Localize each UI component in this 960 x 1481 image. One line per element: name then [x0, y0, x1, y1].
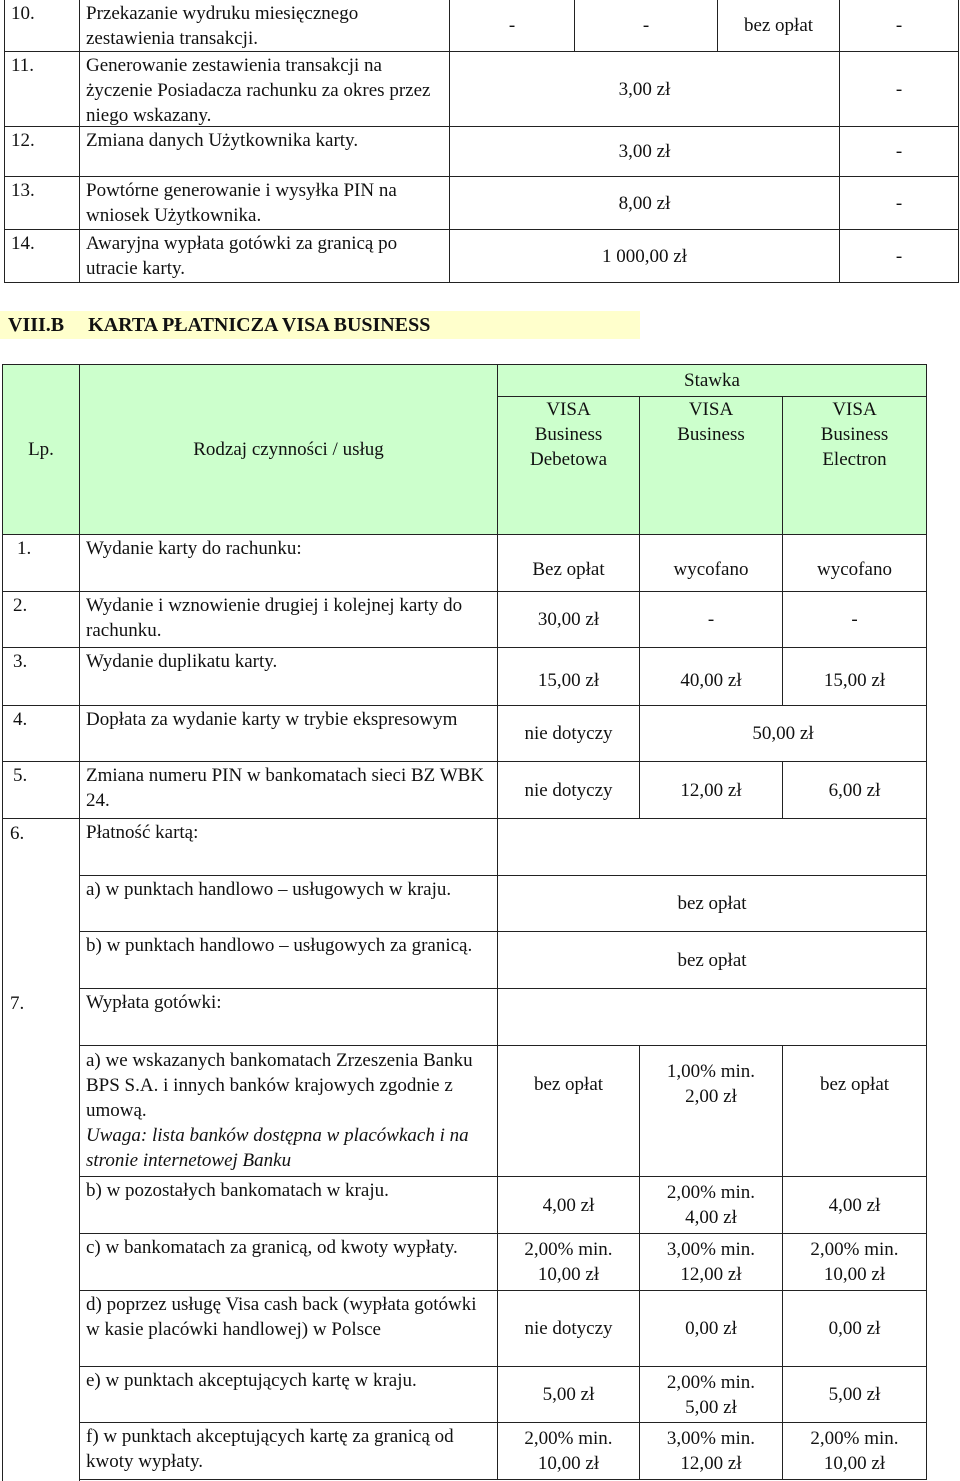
- value-cell: 2,00% min. 10,00 zł: [497, 1422, 640, 1480]
- section-heading: KARTA PŁATNICZA VISA BUSINESS: [88, 314, 431, 336]
- value-cell: -: [839, 0, 959, 52]
- desc-cell: d) poprzez usługę Visa cash back (wypłata gotówki w kasie placówki handlowej) w Polsce: [79, 1290, 498, 1367]
- desc-text: a) we wskazanych bankomatach Zrzeszenia Banku BPS S.A. i innych banków krajowych zgodnie z umową.: [86, 1050, 473, 1121]
- desc-cell: Wydanie duplikatu karty.: [79, 647, 498, 706]
- empty-cell: [497, 818, 927, 876]
- value-cell: -: [839, 229, 959, 283]
- value-cell: 5,00 zł: [782, 1366, 927, 1423]
- value-cell: 5,00 zł: [497, 1366, 640, 1423]
- header-col-electron: VISA Business Electron: [782, 396, 927, 535]
- value-cell: 30,00 zł: [497, 591, 640, 648]
- value-cell: 6,00 zł: [782, 761, 927, 819]
- header-lp: Lp.: [2, 364, 80, 535]
- value-cell: 15,00 zł: [782, 647, 927, 706]
- header-col-business: VISA Business: [639, 396, 783, 535]
- lp-merged-cell: [2, 818, 80, 1481]
- value-cell: 2,00% min. 10,00 zł: [782, 1233, 927, 1291]
- desc-cell: e) w punktach akceptujących kartę w kraju.: [79, 1366, 498, 1423]
- lp-cell: 5.: [2, 761, 80, 819]
- desc-cell: Zmiana danych Użytkownika karty.: [79, 126, 450, 177]
- value-cell: 50,00 zł: [639, 705, 927, 762]
- value-cell: 12,00 zł: [639, 761, 783, 819]
- desc-cell: Wydanie i wznowienie drugiej i kolejnej karty do rachunku.: [79, 591, 498, 648]
- value-cell: 15,00 zł: [497, 647, 640, 706]
- value-cell: 3,00 zł: [449, 51, 840, 127]
- value-cell: 2,00% min. 10,00 zł: [497, 1233, 640, 1291]
- value-cell: 4,00 zł: [782, 1176, 927, 1234]
- header-desc: Rodzaj czynności / usług: [79, 364, 498, 535]
- lp-cell: 4.: [2, 705, 80, 762]
- desc-cell: b) w pozostałych bankomatach w kraju.: [79, 1176, 498, 1234]
- value-cell: nie dotyczy: [497, 705, 640, 762]
- value-cell: 8,00 zł: [449, 176, 840, 230]
- value-cell: -: [839, 176, 959, 230]
- lp-label: 7.: [10, 993, 25, 1014]
- desc-cell: Powtórne generowanie i wysyłka PIN na wniosek Użytkownika.: [79, 176, 450, 230]
- lp-cell: 3.: [2, 647, 80, 706]
- lp-cell: 14.: [4, 229, 80, 283]
- desc-cell: Zmiana numeru PIN w bankomatach sieci BZ WBK 24.: [79, 761, 498, 819]
- value-cell: 40,00 zł: [639, 647, 783, 706]
- value-cell: bez opłat: [497, 875, 927, 932]
- desc-cell: f) w punktach akceptujących kartę za granicą od kwoty wypłaty.: [79, 1422, 498, 1480]
- section-number: VIII.B: [8, 314, 65, 336]
- value-cell: 2,00% min. 4,00 zł: [639, 1176, 783, 1234]
- lp-cell: 11.: [4, 51, 80, 127]
- value-cell: 3,00 zł: [449, 126, 840, 177]
- value-cell: -: [839, 51, 959, 127]
- value-cell: 3,00% min. 12,00 zł: [639, 1233, 783, 1291]
- lp-cell: 13.: [4, 176, 80, 230]
- value-cell: Bez opłat: [497, 534, 640, 592]
- section-title: [0, 311, 640, 339]
- value-cell: bez opłat: [782, 1045, 927, 1177]
- value-cell: nie dotyczy: [497, 1290, 640, 1367]
- value-cell: -: [449, 0, 575, 52]
- desc-cell: Wypłata gotówki:: [79, 988, 498, 1046]
- lp-cell: 1.: [2, 534, 80, 592]
- value-cell: 3,00% min. 12,00 zł: [639, 1422, 783, 1480]
- value-cell: wycofano: [639, 534, 783, 592]
- lp-label: 6.: [10, 823, 25, 844]
- desc-cell: Wydanie karty do rachunku:: [79, 534, 498, 592]
- desc-cell: Generowanie zestawienia transakcji na życzenie Posiadacza rachunku za okres przez niego wskazany.: [79, 51, 450, 127]
- value-cell: nie dotyczy: [497, 761, 640, 819]
- value-cell: 1 000,00 zł: [449, 229, 840, 283]
- value-cell: 0,00 zł: [639, 1290, 783, 1367]
- value-cell: 0,00 zł: [782, 1290, 927, 1367]
- value-cell: -: [574, 0, 718, 52]
- lp-cell: 2.: [2, 591, 80, 648]
- desc-cell: Dopłata za wydanie karty w trybie ekspresowym: [79, 705, 498, 762]
- desc-cell: Awaryjna wypłata gotówki za granicą po utracie karty.: [79, 229, 450, 283]
- desc-note: Uwaga: lista banków dostępna w placówkach i na stronie internetowej Banku: [86, 1125, 469, 1171]
- lp-cell: 12.: [4, 126, 80, 177]
- value-cell: 2,00% min. 5,00 zł: [639, 1366, 783, 1423]
- value-cell: 2,00% min. 10,00 zł: [782, 1422, 927, 1480]
- value-cell: -: [839, 126, 959, 177]
- empty-cell: [497, 988, 927, 1046]
- desc-cell: Przekazanie wydruku miesięcznego zestawienia transakcji.: [79, 0, 450, 52]
- value-cell: -: [782, 591, 927, 648]
- value-cell: 4,00 zł: [497, 1176, 640, 1234]
- desc-cell: c) w bankomatach za granicą, od kwoty wypłaty.: [79, 1233, 498, 1291]
- value-cell: bez opłat: [717, 0, 840, 52]
- desc-cell: [79, 1045, 498, 1177]
- desc-cell: a) w punktach handlowo – usługowych w kraju.: [79, 875, 498, 932]
- value-cell: wycofano: [782, 534, 927, 592]
- lp-cell: 10.: [4, 0, 80, 52]
- header-stawka: Stawka: [497, 364, 927, 397]
- value-cell: -: [639, 591, 783, 648]
- desc-cell: Płatność kartą:: [79, 818, 498, 876]
- value-cell: bez opłat: [497, 1045, 640, 1177]
- value-cell: 1,00% min. 2,00 zł: [639, 1045, 783, 1177]
- header-col-debetowa: VISA Business Debetowa: [497, 396, 640, 535]
- desc-cell: b) w punktach handlowo – usługowych za granicą.: [79, 931, 498, 989]
- value-cell: bez opłat: [497, 931, 927, 989]
